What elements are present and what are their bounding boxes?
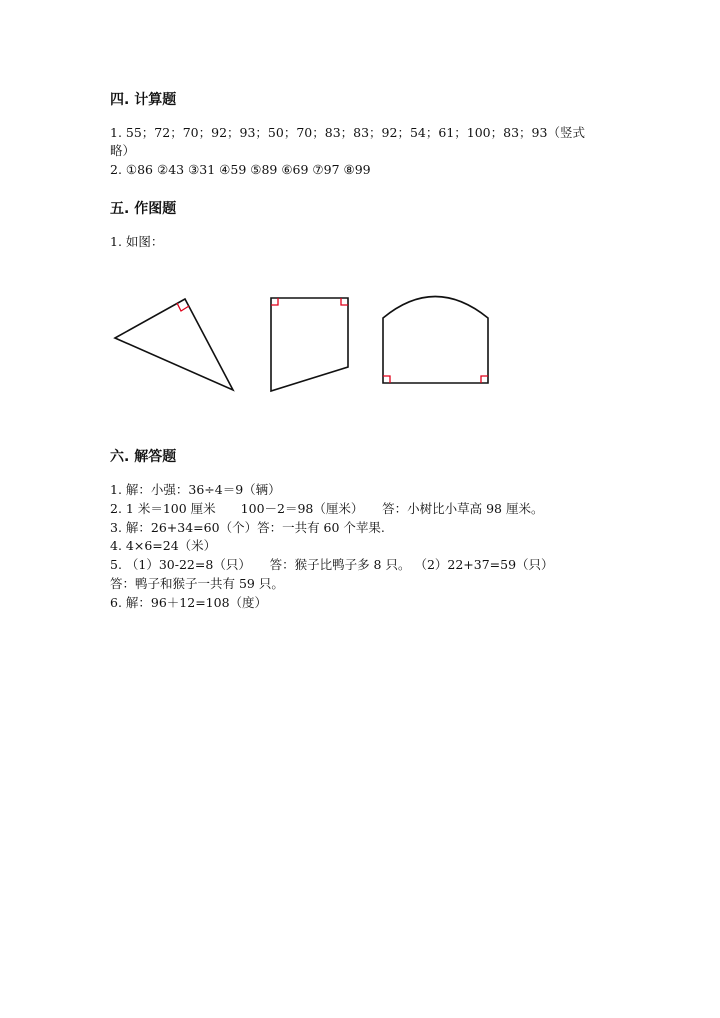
s4-line-3: 2. ①86 ②43 ③31 ④59 ⑤89 ⑥69 ⑦97 ⑧99 xyxy=(110,162,371,177)
arch-figure xyxy=(383,297,488,384)
s6-line-5: 5. （1）30-22=8（只） 答：猴子比鸭子多 8 只。 （2）22+37=59（只） xyxy=(110,557,554,572)
s6-line-6: 答：鸭子和猴子一共有 59 只。 xyxy=(110,576,284,591)
s5-line-1: 1. 如图： xyxy=(110,234,164,249)
right-angle-mark xyxy=(341,298,348,305)
s6-line-3: 3. 解：26+34=60（个）答：一共有 60 个苹果. xyxy=(110,520,385,535)
section-6-title: 六. 解答题 xyxy=(110,449,177,465)
quadrilateral-figure xyxy=(271,298,348,391)
right-angle-mark xyxy=(383,376,390,383)
right-angle-mark xyxy=(271,298,278,305)
triangle-shape xyxy=(115,299,233,390)
triangle-figure xyxy=(115,299,233,390)
s6-line-1: 1. 解：小强：36÷4＝9（辆） xyxy=(110,482,281,497)
s6-line-7: 6. 解：96＋12=108（度） xyxy=(110,595,268,610)
s6-line-2: 2. 1 米＝100 厘米 100－2＝98（厘米） 答：小树比小草高 98 厘米。 xyxy=(110,501,544,516)
drawing-figures xyxy=(0,280,720,410)
section-5-title: 五. 作图题 xyxy=(110,201,177,217)
quadrilateral-shape xyxy=(271,298,348,391)
s6-line-4: 4. 4×6=24（米） xyxy=(110,538,217,553)
s4-line-2: 略） xyxy=(110,143,136,158)
section-4-title: 四. 计算题 xyxy=(110,92,177,108)
right-angle-mark xyxy=(481,376,488,383)
arch-shape xyxy=(383,297,488,384)
s4-line-1: 1. 55；72；70；92；93；50；70；83；83；92；54；61；100；83；93（竖式 xyxy=(110,125,585,140)
